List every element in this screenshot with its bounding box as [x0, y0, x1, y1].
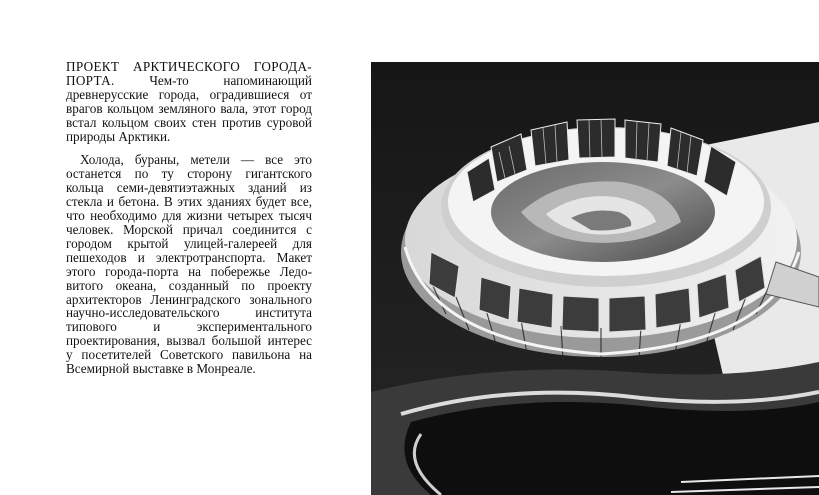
harbor-water — [404, 402, 819, 495]
model-photo — [371, 62, 819, 495]
intro-text: Чем-то напоминающий древнерусские города, оградившиеся от врагов кольцом земляного вала, этот город встал кольцом своих стен против суровой природы Арктики. — [66, 72, 312, 144]
body-paragraph: Холода, бураны, метели — все это останется по ту сторону гигантского кольца семи-девятиэтажных зданий из стекла и бетона. В этих зданиях будет все, что необходимо для жизни четырех тысяч человек. Морской причал соединится с городом крытой улицей-галереей для пешеходов и электротранспорта. Макет этого города-порта на побережье Ледовитого океана, созданный по проекту архитекторов Ленинградского зонального научно-исследовательского института типового и экспериментального проектирования, вызвал большой интерес у посетителей Советского павильона на Всемирной выставке в Монреале. — [66, 152, 312, 377]
article-heading: ПРОЕКТ АРКТИЧЕСКОГО ГОРОДА-ПОРТА. — [66, 59, 312, 88]
intro-paragraph — [66, 60, 312, 143]
ring-city-model-image — [371, 62, 819, 495]
article-text — [66, 60, 312, 376]
